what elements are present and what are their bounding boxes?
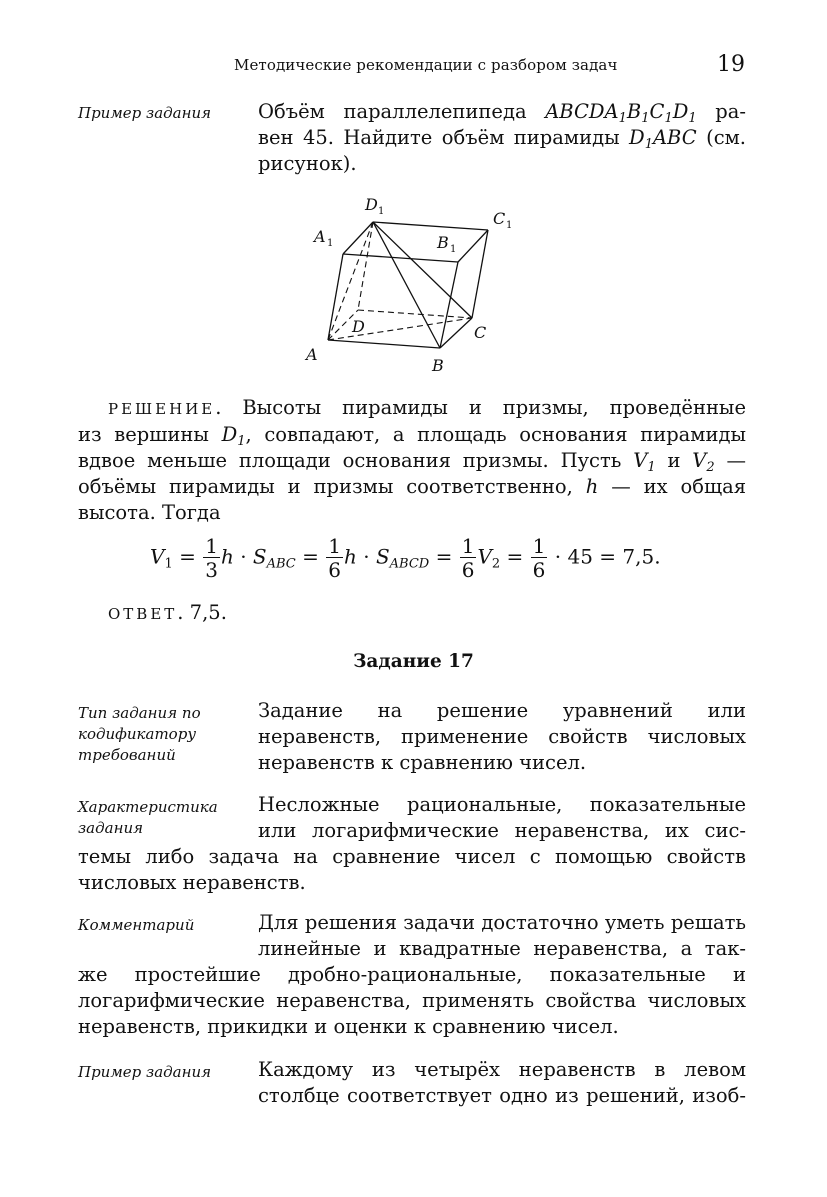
label-a1-sub: 1 <box>327 238 334 249</box>
edge-ab <box>328 340 440 348</box>
example-2-line-1: Каждому из четырёх неравенств в левом <box>258 1058 746 1081</box>
solution-line-5: высота. Тогда <box>78 501 221 524</box>
hidden-edge-d1a <box>328 222 373 340</box>
example-line-3: рисунок). <box>258 152 357 175</box>
characteristic-line-1: Несложные рациональные, показательные <box>258 793 746 816</box>
solution-line-1: РЕШЕНИЕ. Высоты пирамиды и призмы, проведённые <box>108 396 746 419</box>
label-b1: B <box>437 233 449 252</box>
hidden-edge-dc <box>358 310 472 318</box>
hidden-edge-ac <box>328 318 472 340</box>
fraction-one-sixth-b: $\frac{1}{6}$ <box>461 534 475 582</box>
label-d1-sub: 1 <box>378 206 385 217</box>
answer-line: ОТВЕТ. 7,5. <box>108 601 227 624</box>
edge-a1a <box>328 254 343 340</box>
solution-line-3: вдвое меньше площади основания призмы. Пусть $V_1$ и $V_2$ — <box>78 449 747 475</box>
fraction-one-sixth-a: $\frac{1}{6}$ <box>328 534 341 582</box>
edge-d1c <box>373 222 472 318</box>
comment-line-2: линейные и квадратные неравенства, а так- <box>258 937 746 960</box>
page-number: 19 <box>717 52 745 77</box>
edge-c1c <box>472 230 488 318</box>
characteristic-text-top <box>258 792 746 844</box>
task-17-heading: Задание 17 <box>353 651 474 672</box>
example-text <box>258 99 746 177</box>
label-b: B <box>432 356 444 375</box>
comment-label: Комментарий <box>78 916 195 934</box>
comment-text-top <box>258 910 746 962</box>
solution-line-2: из вершины $D_1$, совпадают, а площадь основания пирамиды <box>78 423 746 449</box>
label-c: C <box>474 323 487 342</box>
answer-label: ОТВЕТ <box>108 605 178 623</box>
example-line-1: Объём параллелепипеда $ABCDA_1B_1C_1D_1$ ра- <box>258 100 746 126</box>
characteristic-line-2: или логарифмические неравенства, их сис- <box>258 819 746 842</box>
fraction-one-third: $\frac{1}{3}$ <box>205 534 218 582</box>
label-c1: C <box>493 209 506 228</box>
example-label: Пример задания <box>78 104 212 122</box>
example-line-2: вен 45. Найдите объём пирамиды $D_1ABC$ (см. <box>258 126 747 152</box>
parallelepiped-figure <box>300 190 530 380</box>
comment-line-1: Для решения задачи достаточно уметь решать <box>258 911 746 934</box>
characteristic-label: Характеристика задания <box>78 798 218 837</box>
solution-paragraph <box>78 395 746 526</box>
label-c1-sub: 1 <box>506 220 513 231</box>
edge-d1b <box>373 222 440 348</box>
label-a: A <box>306 345 318 364</box>
example-2-text <box>258 1057 746 1109</box>
label-d1: D <box>365 195 378 214</box>
solution-line-4: объёмы пирамиды и призмы соответственно, h — их общая <box>78 475 747 498</box>
volume-formula: $V_1$ = $\frac{1}{3}$ $h \cdot S_{ABC}$ = $\frac{1}{6}$ $h \cdot S_{ABCD}$ = $\frac{1}{6}$ $V_2$ = $\frac{1}{6}$ · 45 = 7,5. <box>150 534 661 582</box>
example-2-label: Пример задания <box>78 1063 212 1081</box>
task-type-label: Тип задания по кодификатору требований <box>78 704 201 764</box>
solution-label: РЕШЕНИЕ <box>108 400 216 418</box>
running-header: Методические рекомендации с разбором задач <box>234 56 618 74</box>
example-2-line-2: столбце соответствует одно из решений, изоб- <box>258 1084 746 1107</box>
edge-b1b <box>440 262 458 348</box>
label-b1-sub: 1 <box>450 244 457 255</box>
fraction-one-sixth-c: $\frac{1}{6}$ <box>532 534 546 582</box>
comment-text-rest: же простейшие дробно-рациональные, показательные и логарифмические неравенства, применять свойства числовых неравенств, прикидки и оценки к сравнению чисел. <box>78 963 746 1038</box>
task-type-text: Задание на решение уравнений или неравенств, применение свойств числовых неравенств к сравнению чисел. <box>258 699 746 774</box>
label-d: D <box>352 317 365 336</box>
label-a1: A <box>314 227 326 246</box>
edge-d1c1 <box>373 222 488 230</box>
characteristic-text-rest: темы либо задача на сравнение чисел с помощью свойств числовых неравенств. <box>78 845 746 894</box>
edge-a1d1 <box>343 222 373 254</box>
